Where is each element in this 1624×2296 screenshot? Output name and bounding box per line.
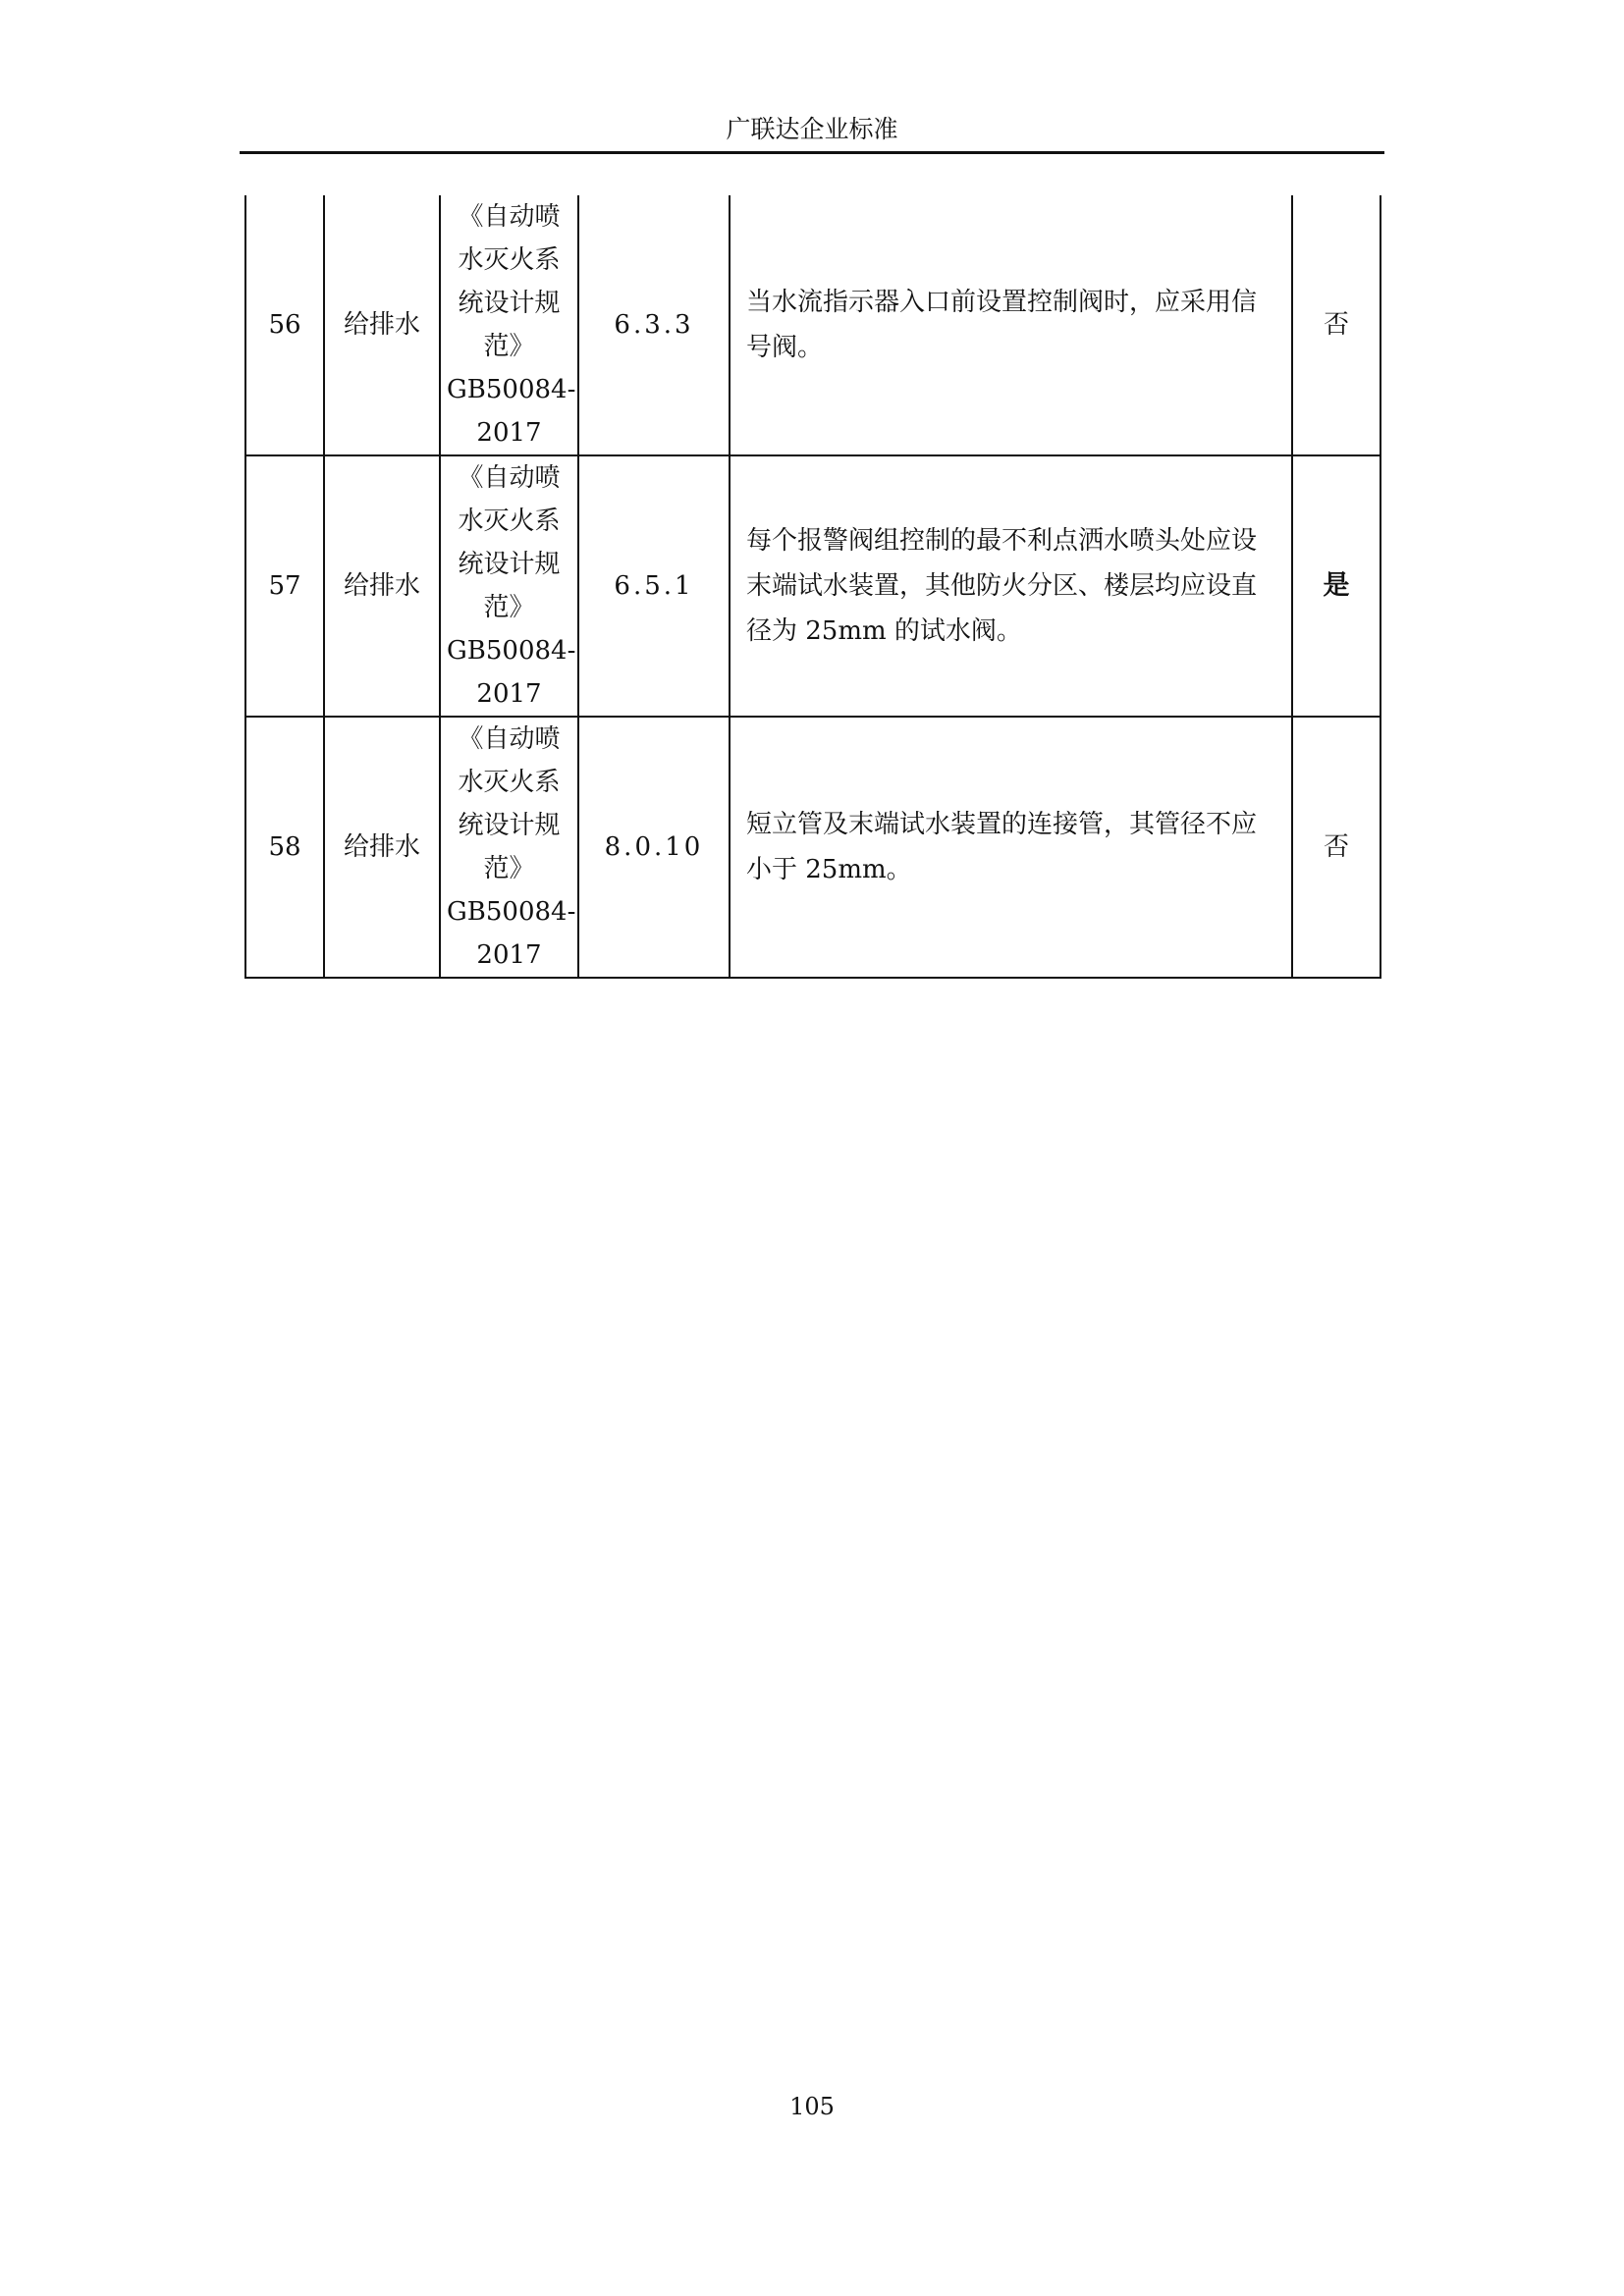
standard-cell (440, 717, 578, 978)
header-rule (240, 151, 1384, 154)
mandatory-cell: 否 (1292, 195, 1380, 455)
standard-line: GB50084- (447, 636, 576, 666)
content-cell: 每个报警阀组控制的最不利点洒水喷头处应设末端试水装置，其他防火分区、楼层均应设直径为 25mm 的试水阀。 (730, 455, 1292, 717)
standard-line: 《自动喷 (458, 202, 561, 232)
standard-cell (440, 195, 578, 455)
row-number: 56 (245, 195, 324, 455)
standard-line: 范》 (483, 854, 535, 883)
standard-line: 2017 (476, 940, 542, 970)
standard-line: 统设计规 (458, 289, 561, 318)
standard-line: 统设计规 (458, 811, 561, 840)
row-number: 58 (245, 717, 324, 978)
mandatory-cell: 是 (1292, 455, 1380, 717)
standard-cell (440, 455, 578, 717)
standard-line: 统设计规 (458, 550, 561, 579)
header-title: 广联达企业标准 (726, 115, 898, 143)
discipline-cell: 给排水 (324, 717, 440, 978)
standard-line: 《自动喷 (458, 463, 561, 493)
standard-line: 范》 (483, 593, 535, 622)
clause-cell: 6.3.3 (578, 195, 730, 455)
discipline-cell: 给排水 (324, 455, 440, 717)
standard-line: GB50084- (447, 897, 576, 927)
standard-line: GB50084- (447, 375, 576, 404)
standard-line: 2017 (476, 418, 542, 448)
spec-table (244, 195, 1381, 979)
table-row (245, 717, 1380, 978)
page-number: 105 (789, 2093, 835, 2120)
table-row (245, 455, 1380, 717)
clause-cell: 8.0.10 (578, 717, 730, 978)
standard-line: 水灭火系 (458, 507, 561, 536)
standard-line: 水灭火系 (458, 245, 561, 275)
standard-line: 《自动喷 (458, 724, 561, 754)
standard-line: 2017 (476, 679, 542, 709)
standard-line: 范》 (483, 332, 535, 361)
content-cell: 短立管及末端试水装置的连接管，其管径不应小于 25mm。 (730, 717, 1292, 978)
mandatory-cell: 否 (1292, 717, 1380, 978)
discipline-cell: 给排水 (324, 195, 440, 455)
table-row (245, 195, 1380, 455)
row-number: 57 (245, 455, 324, 717)
content-cell: 当水流指示器入口前设置控制阀时，应采用信号阀。 (730, 195, 1292, 455)
clause-cell: 6.5.1 (578, 455, 730, 717)
standard-line: 水灭火系 (458, 768, 561, 797)
